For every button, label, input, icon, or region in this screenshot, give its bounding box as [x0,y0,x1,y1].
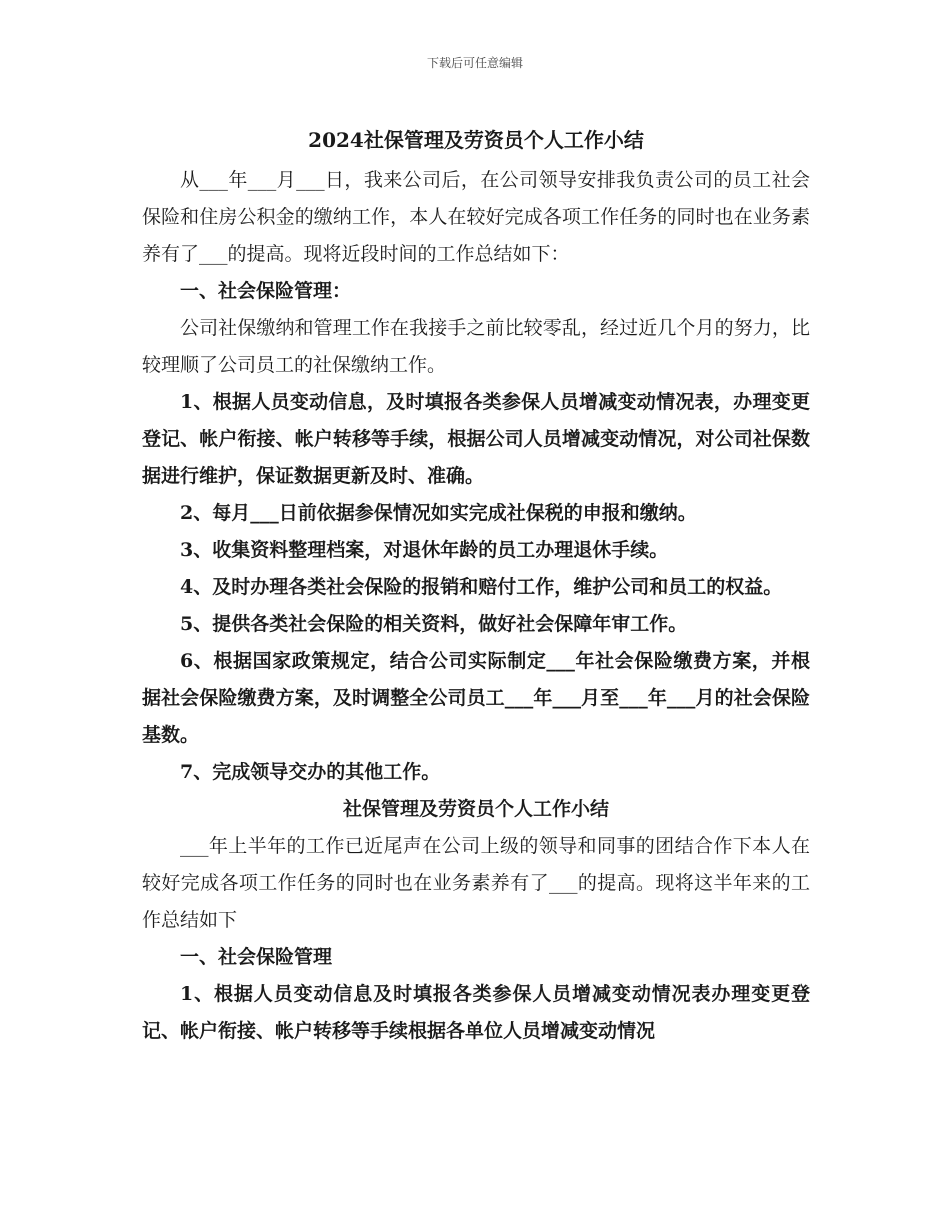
page-header: 下载后可任意编辑 [426,56,523,70]
intro-paragraph-2: ___年上半年的工作已近尾声在公司上级的领导和同事的团结合作下本人在较好完成各项工作任务的同时也在业务素养有了___的提高。现将这半年来的工作总结如下 [142,835,810,931]
intro-paragraph: 从___年___月___日，我来公司后，在公司领导安排我负责公司的员工社会保险和住房公积金的缴纳工作，本人在较好完成各项工作任务的同时也在业务素养有了___的提高。现将近段时间的工作总结如下： [142,169,810,265]
list-item-3: 3、收集资料整理档案，对退休年龄的员工办理退休手续。 [180,539,669,561]
list-item-5: 5、提供各类社会保险的相关资料，做好社会保障年审工作。 [180,613,688,635]
list-item-2-1: 1、根据人员变动信息及时填报各类参保人员增减变动情况表办理变更登记、帐户衔接、帐户转移等手续根据各单位人员增减变动情况 [142,983,810,1042]
document-subtitle: 社保管理及劳资员个人工作小结 [342,798,609,820]
list-item-7: 7、完成领导交办的其他工作。 [180,761,441,783]
list-item-2: 2、每月___日前依据参保情况如实完成社保税的申报和缴纳。 [180,502,697,524]
list-item-6: 6、根据国家政策规定，结合公司实际制定___年社会保险缴费方案，并根据社会保险缴费方案，及时调整全公司员工___年___月至___年___月的社会保险基数。 [142,650,810,746]
section-heading-2: 一、社会保险管理 [180,946,333,968]
list-item-4: 4、及时办理各类社会保险的报销和赔付工作，维护公司和员工的权益。 [180,576,783,598]
section-heading: 一、社会保险管理： [180,280,352,302]
body-paragraph: 公司社保缴纳和管理工作在我接手之前比较零乱，经过近几个月的努力，比较理顺了公司员工的社保缴纳工作。 [142,317,810,376]
document-title: 2024社保管理及劳资员个人工作小结 [308,128,644,152]
document-body [142,120,810,1050]
list-item-1: 1、根据人员变动信息，及时填报各类参保人员增减变动情况表，办理变更登记、帐户衔接、帐户转移等手续，根据公司人员增减变动情况，对公司社保数据进行维护，保证数据更新及时、准确。 [142,391,810,487]
